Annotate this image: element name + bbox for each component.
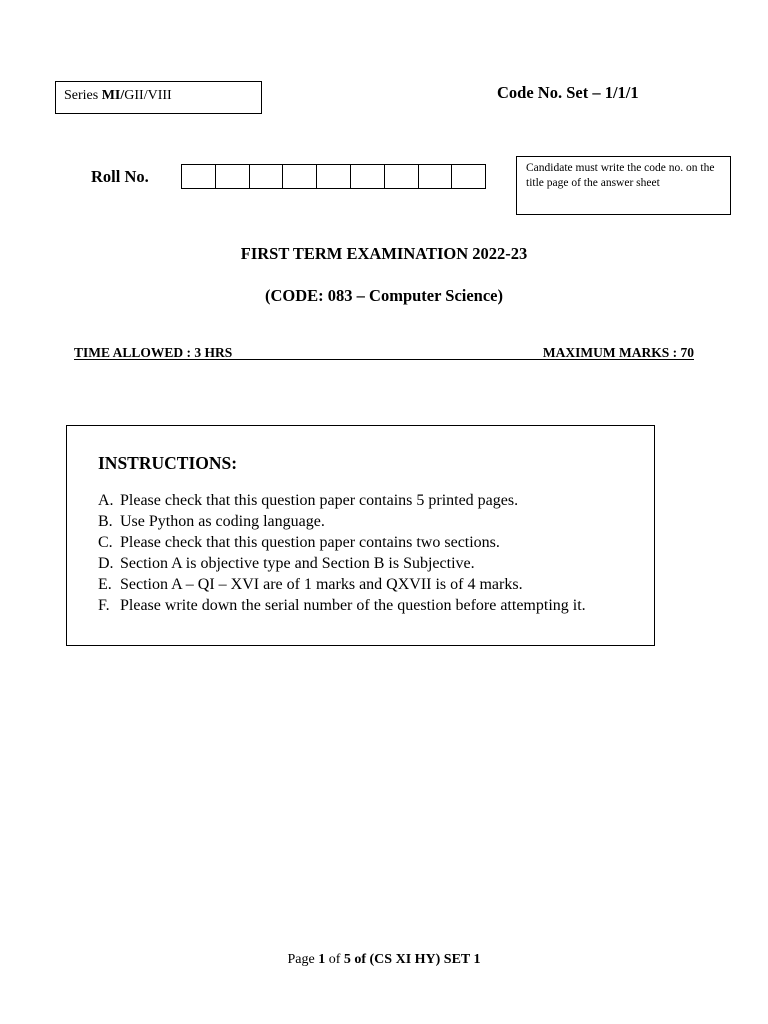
instruction-item	[98, 553, 586, 574]
instruction-item	[98, 595, 586, 616]
code-number: Code No. Set – 1/1/1	[497, 83, 639, 102]
footer-total-pages: 5	[343, 952, 351, 967]
roll-number-box[interactable]	[182, 164, 216, 189]
series-bold: MI/	[101, 88, 125, 103]
footer-of-word: of	[325, 952, 344, 967]
instruction-item	[98, 532, 586, 553]
series-prefix: Series	[64, 88, 102, 103]
roll-number-box[interactable]	[385, 164, 419, 189]
series-box	[55, 81, 262, 114]
instructions-heading: INSTRUCTIONS:	[98, 453, 238, 473]
instruction-letter: D.	[98, 555, 114, 572]
instruction-text: Use Python as coding language.	[120, 513, 325, 530]
footer-page-word: Page	[287, 952, 319, 967]
instructions-box	[66, 425, 655, 646]
roll-number-box[interactable]	[317, 164, 351, 189]
instructions-list	[98, 490, 586, 616]
instruction-item	[98, 574, 586, 595]
instruction-item	[98, 511, 586, 532]
instruction-item	[98, 490, 586, 511]
instruction-text: Section A is objective type and Section B is Subjective.	[120, 555, 475, 572]
footer-page-number: 1	[318, 952, 326, 967]
roll-number-box[interactable]	[351, 164, 385, 189]
roll-number-box[interactable]	[283, 164, 317, 189]
instruction-letter: A.	[98, 492, 114, 509]
instruction-letter: B.	[98, 513, 113, 530]
roll-number-label: Roll No.	[91, 167, 149, 186]
instruction-letter: C.	[98, 534, 113, 551]
roll-number-box[interactable]	[250, 164, 284, 189]
instruction-text: Please write down the serial number of the question before attempting it.	[120, 597, 586, 614]
roll-number-grid[interactable]	[181, 164, 486, 189]
time-allowed: TIME ALLOWED : 3 HRS	[74, 345, 233, 360]
exam-title: FIRST TERM EXAMINATION 2022-23	[240, 244, 528, 263]
roll-number-box[interactable]	[216, 164, 250, 189]
candidate-note: Candidate must write the code no. on the title page of the answer sheet	[516, 156, 731, 215]
exam-subject: (CODE: 083 – Computer Science)	[265, 286, 503, 305]
instruction-letter: F.	[98, 597, 110, 614]
maximum-marks: MAXIMUM MARKS : 70	[542, 345, 694, 360]
instruction-text: Please check that this question paper contains two sections.	[120, 534, 500, 551]
page-footer	[0, 952, 768, 968]
instruction-letter: E.	[98, 576, 112, 593]
instruction-text: Section A – QI – XVI are of 1 marks and QXVII is of 4 marks.	[120, 576, 523, 593]
instruction-text: Please check that this question paper contains 5 printed pages.	[120, 492, 519, 509]
roll-number-box[interactable]	[419, 164, 453, 189]
footer-suffix: of (CS XI HY) SET 1	[350, 952, 481, 967]
time-marks-line	[74, 344, 694, 360]
roll-number-box[interactable]	[452, 164, 486, 189]
series-rest: GII/VIII	[124, 88, 172, 103]
